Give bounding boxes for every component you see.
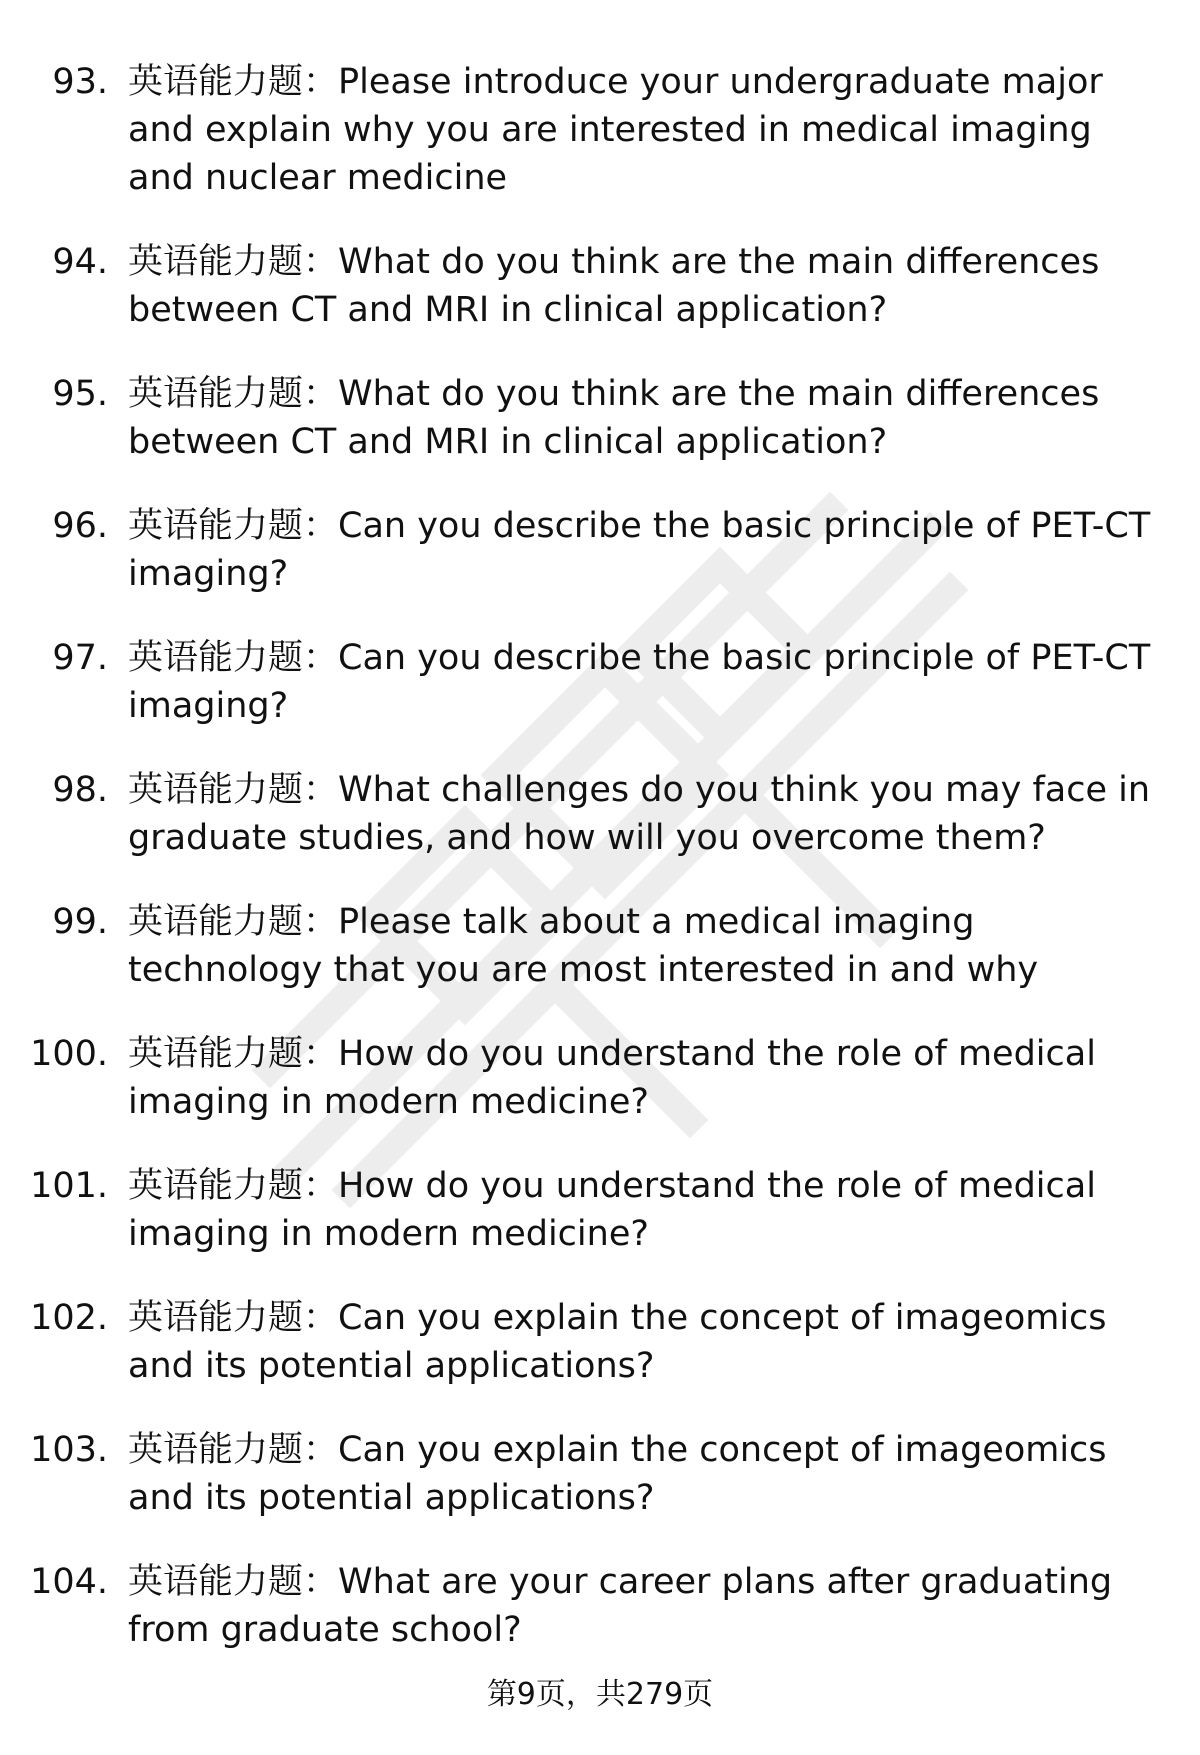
question-item [0,1558,1200,1690]
question-text-block [128,1426,1164,1522]
question-item [0,1426,1200,1558]
question-text-block [128,370,1164,466]
question-item [0,502,1200,634]
question-text-block [128,1294,1164,1390]
question-text: Can you explain the concept of imageomics and its potential applications? [128,1430,1107,1518]
question-text: What are your career plans after graduating from graduate school? [128,1562,1113,1650]
question-text: Please introduce your undergraduate major and explain why you are interested in medical imaging and nuclear medicine [128,62,1103,198]
question-tag: 英语能力题： [128,1166,339,1206]
question-number: 103. [30,1430,108,1470]
question-item [0,238,1200,370]
question-number: 100. [30,1034,108,1074]
question-item [0,766,1200,898]
question-text: What challenges do you think you may face in graduate studies, and how will you overcome them? [128,770,1151,858]
question-number: 102. [30,1298,108,1338]
question-number: 93. [52,62,108,102]
question-tag: 英语能力题： [128,1562,339,1602]
question-item [0,898,1200,1030]
question-tag: 英语能力题： [128,1034,339,1074]
question-tag: 英语能力题： [128,62,339,102]
question-text-block [128,1558,1164,1654]
question-text: How do you understand the role of medical imaging in modern medicine? [128,1166,1096,1254]
question-text-block [128,58,1164,202]
question-item [0,1162,1200,1294]
question-text: Can you describe the basic principle of PET-CT imaging? [128,506,1151,594]
question-text: Please talk about a medical imaging technology that you are most interested in and why [128,902,1039,990]
question-item [0,1294,1200,1426]
question-text: Can you describe the basic principle of PET-CT imaging? [128,638,1151,726]
question-number: 97. [52,638,108,678]
question-text-block [128,766,1164,862]
question-item [0,58,1200,238]
question-tag: 英语能力题： [128,242,339,282]
question-text: Can you explain the concept of imageomics and its potential applications? [128,1298,1107,1386]
question-text: What do you think are the main differences between CT and MRI in clinical application? [128,242,1100,330]
question-tag: 英语能力题： [128,902,339,942]
question-item [0,634,1200,766]
question-item [0,370,1200,502]
question-text-block [128,502,1164,598]
question-text-block [128,238,1164,334]
question-number: 104. [30,1562,108,1602]
question-text: What do you think are the main differences between CT and MRI in clinical application? [128,374,1100,462]
question-tag: 英语能力题： [128,506,339,546]
question-tag: 英语能力题： [128,770,339,810]
question-number: 101. [30,1166,108,1206]
question-number: 99. [52,902,108,942]
question-number: 98. [52,770,108,810]
question-list [0,58,1200,1690]
question-text-block [128,634,1164,730]
page-number-footer: 第9页，共279页 [486,1677,714,1712]
question-tag: 英语能力题： [128,638,339,678]
question-text-block [128,898,1164,994]
question-tag: 英语能力题： [128,374,339,414]
question-number: 96. [52,506,108,546]
question-number: 95. [52,374,108,414]
question-text: How do you understand the role of medical imaging in modern medicine? [128,1034,1096,1122]
question-number: 94. [52,242,108,282]
question-tag: 英语能力题： [128,1298,339,1338]
question-text-block [128,1162,1164,1258]
question-tag: 英语能力题： [128,1430,339,1470]
question-text-block [128,1030,1164,1126]
question-item [0,1030,1200,1162]
